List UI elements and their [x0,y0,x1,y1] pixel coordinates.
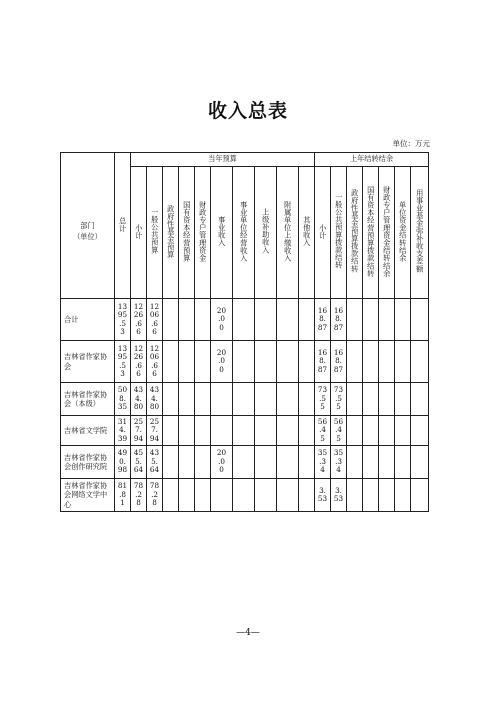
value-cell [255,341,277,383]
value-cell: 13 95 .5 3 [115,299,131,341]
current-year-col-header: 附属单位上缴收入 [277,167,299,299]
value-cell [411,341,429,383]
value-cell [379,299,395,341]
unit-label: 单位：万元 [392,139,430,148]
table-row [61,479,429,512]
value-cell [363,416,379,446]
value-cell [363,299,379,341]
value-cell [363,383,379,416]
value-cell: 13 95 .5 3 [115,341,131,383]
value-cell [299,446,315,479]
dept-name-cell: 吉林省作家协会创作研究院 [61,446,115,479]
value-cell [379,479,395,512]
value-cell [233,299,255,341]
value-cell [233,479,255,512]
table-row [61,446,429,479]
page-number: —4— [236,628,260,638]
value-cell: 49 0. 98 [115,446,131,479]
carryover-col-header: 国有资本经营预算拨款结转 [363,167,379,299]
value-cell: 43 5. 64 [147,446,163,479]
value-cell [299,416,315,446]
value-cell: 25 7. 94 [147,416,163,446]
table-row [61,416,429,446]
value-cell: 78 .2 8 [147,479,163,512]
value-cell: 56 .4 5 [331,416,347,446]
value-cell [299,383,315,416]
value-cell [395,446,411,479]
value-cell [195,383,211,416]
carryover-col-header: 单位资金结转结余 [395,167,411,299]
table-row [61,341,429,383]
table-row [61,299,429,341]
value-cell [233,416,255,446]
value-cell [299,479,315,512]
dept-header: 部门 （单位） [61,153,115,299]
value-cell [347,383,363,416]
value-cell: 12 26 .6 6 [131,341,147,383]
value-cell [195,299,211,341]
value-cell [195,341,211,383]
value-cell [163,479,179,512]
value-cell [179,383,195,416]
value-cell: 45 5. 64 [131,446,147,479]
value-cell [395,479,411,512]
value-cell [179,416,195,446]
value-cell [163,341,179,383]
value-cell: 12 26 .6 6 [131,299,147,341]
value-cell: 43 4. 80 [147,383,163,416]
value-cell [195,446,211,479]
value-cell: 20 .0 0 [211,341,233,383]
value-cell [379,341,395,383]
value-cell [395,299,411,341]
value-cell [395,383,411,416]
value-cell [395,416,411,446]
value-cell [299,299,315,341]
value-cell: 56 .4 5 [315,416,331,446]
value-cell: 20 .0 0 [211,446,233,479]
value-cell [379,446,395,479]
value-cell: 35 .3 4 [315,446,331,479]
value-cell [363,479,379,512]
current-year-col-header: 上级补助收入 [255,167,277,299]
value-cell: 3. 53 [315,479,331,512]
value-cell [277,341,299,383]
value-cell [411,416,429,446]
value-cell [347,479,363,512]
value-cell [363,341,379,383]
value-cell: 25 7. 94 [131,416,147,446]
value-cell [347,341,363,383]
value-cell [255,416,277,446]
value-cell [395,341,411,383]
value-cell [233,446,255,479]
value-cell [411,446,429,479]
value-cell [255,299,277,341]
value-cell: 81 .8 1 [115,479,131,512]
value-cell: 50 8. 35 [115,383,131,416]
value-cell: 16 8. 87 [315,299,331,341]
current-year-col-header: 其他收入 [299,167,315,299]
current-year-col-header: 财政专户管理资金 [195,167,211,299]
current-year-col-header: 国有资本经营预算 [179,167,195,299]
value-cell: 16 8. 87 [331,341,347,383]
carryover-col-header: 用事业基金弥补收支差额 [411,167,429,299]
value-cell [411,479,429,512]
table-row [61,383,429,416]
dept-name-cell: 合计 [61,299,115,341]
value-cell [163,299,179,341]
value-cell [411,299,429,341]
value-cell: 43 4. 80 [131,383,147,416]
value-cell [255,383,277,416]
total-header: 总计 [115,153,131,299]
value-cell: 35 .3 4 [331,446,347,479]
dept-name-cell: 吉林省文学院 [61,416,115,446]
value-cell [233,383,255,416]
value-cell: 16 8. 87 [331,299,347,341]
value-cell [179,479,195,512]
value-cell [211,383,233,416]
value-cell [255,446,277,479]
current-year-col-header: 政府性基金预算 [163,167,179,299]
carryover-col-header: 政府性基金预算拨款结转 [347,167,363,299]
value-cell [379,383,395,416]
value-cell [233,341,255,383]
value-cell [179,299,195,341]
dept-name-cell: 吉林省作家协会 [61,341,115,383]
carryover-col-header: 财政专户管理资金结转结余 [379,167,395,299]
value-cell [277,416,299,446]
value-cell [179,446,195,479]
value-cell [163,383,179,416]
value-cell [277,299,299,341]
value-cell [163,416,179,446]
value-cell [379,416,395,446]
value-cell [211,479,233,512]
current-year-col-header: 小计 [131,167,147,299]
value-cell: 12 06 .6 6 [147,299,163,341]
dept-name-cell: 吉林省作家协会（本级） [61,383,115,416]
value-cell: 3. 53 [331,479,347,512]
value-cell [277,446,299,479]
value-cell: 12 06 .6 6 [147,341,163,383]
value-cell [195,416,211,446]
value-cell [211,416,233,446]
value-cell [299,341,315,383]
value-cell [363,446,379,479]
value-cell [277,479,299,512]
value-cell: 78 .2 8 [131,479,147,512]
revenue-table [60,152,429,512]
page-title: 收入总表 [207,100,288,122]
value-cell [347,416,363,446]
carryover-header: 上年结转结余 [315,153,429,167]
value-cell: 20 .0 0 [211,299,233,341]
carryover-col-header: 一般公共预算拨款结转 [331,167,347,299]
value-cell: 73 .5 5 [331,383,347,416]
value-cell: 31 4. 39 [115,416,131,446]
current-year-col-header: 一般公共预算 [147,167,163,299]
carryover-col-header: 小计 [315,167,331,299]
current-year-col-header: 事业收入 [211,167,233,299]
current-year-header: 当年预算 [131,153,315,167]
current-year-col-header: 事业单位经营收入 [233,167,255,299]
value-cell [277,383,299,416]
value-cell [347,446,363,479]
value-cell [179,341,195,383]
value-cell: 16 8. 87 [315,341,331,383]
value-cell: 73 .5 5 [315,383,331,416]
dept-name-cell: 吉林省作家协会网络文学中心 [61,479,115,512]
value-cell [163,446,179,479]
value-cell [195,479,211,512]
value-cell [255,479,277,512]
value-cell [411,383,429,416]
value-cell [347,299,363,341]
